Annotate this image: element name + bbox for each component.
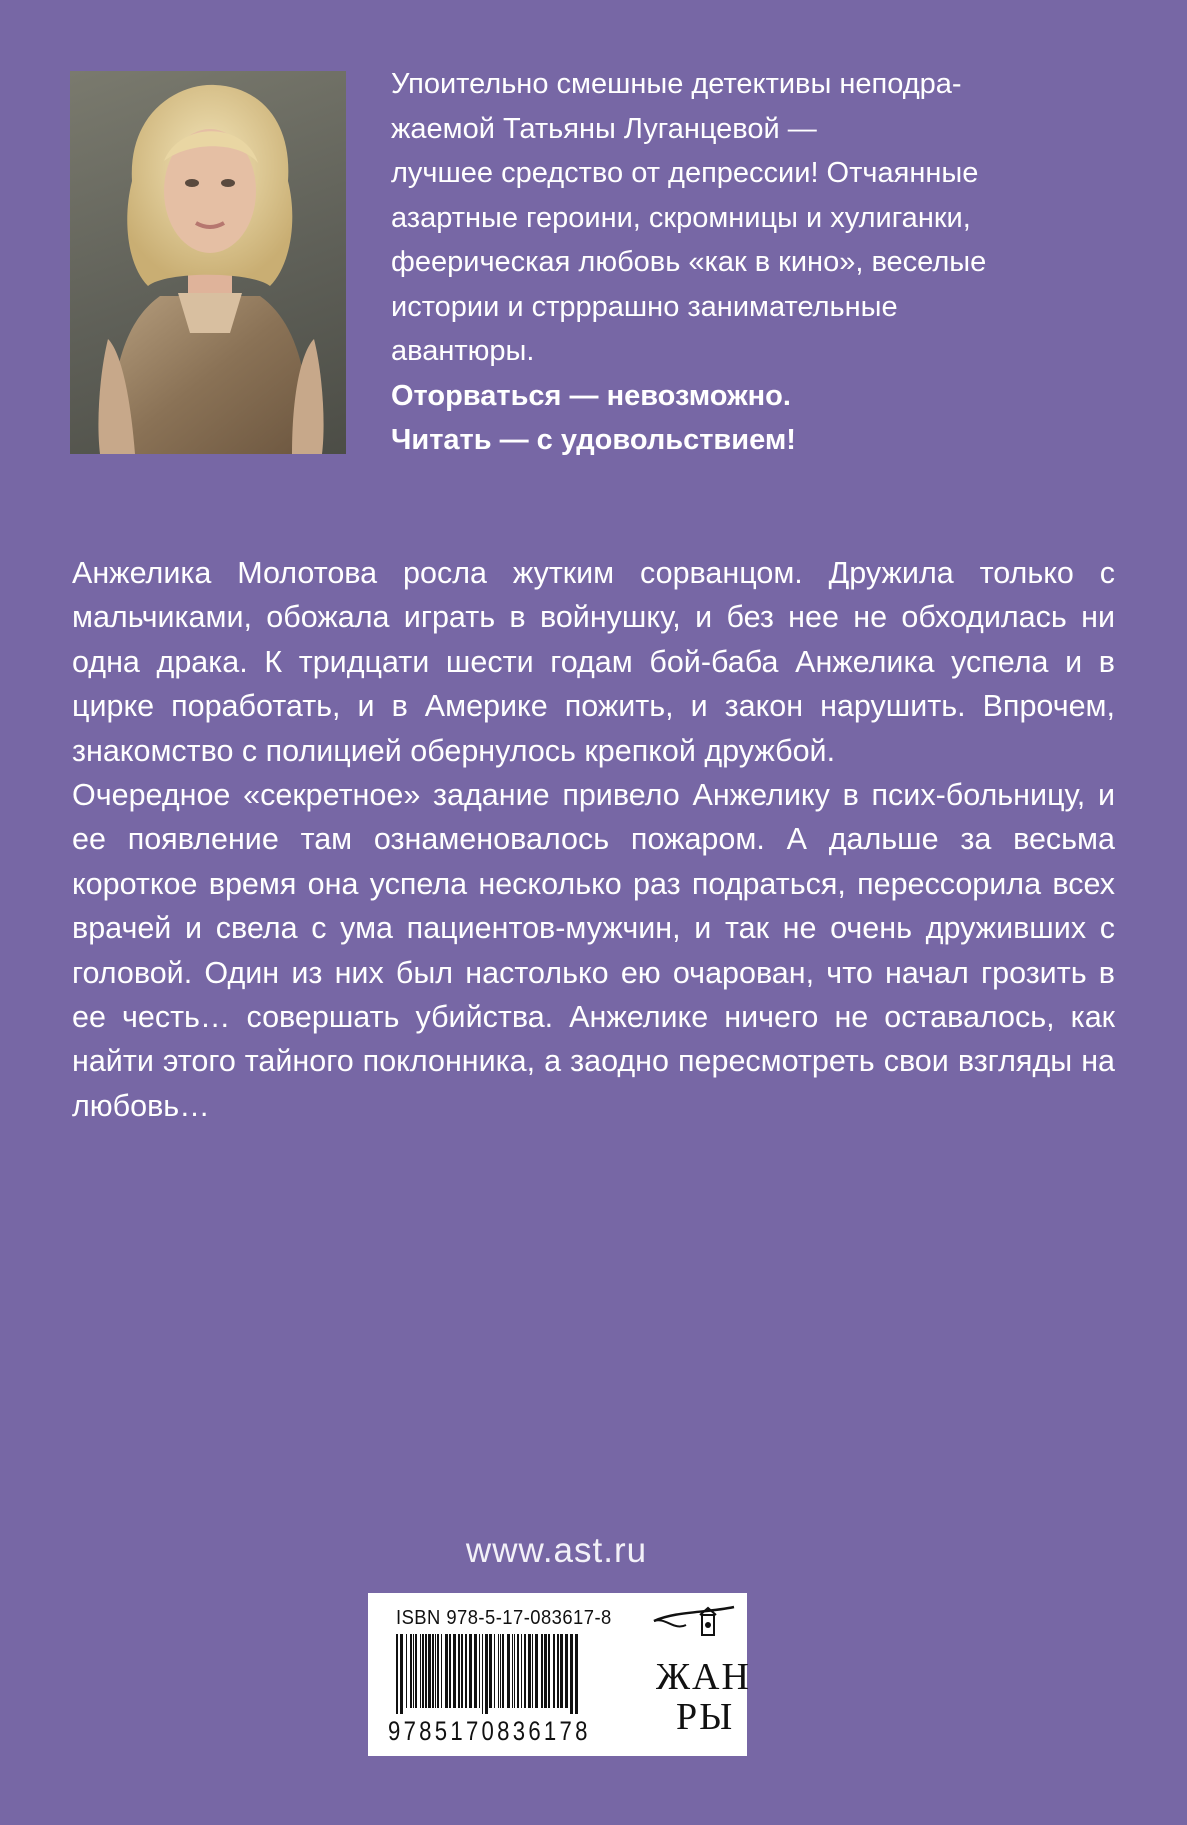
publisher-website: www.ast.ru — [465, 1531, 648, 1570]
blurb-line: жаемой Татьяны Луганцевой — — [391, 112, 817, 145]
barcode-bar — [441, 1634, 442, 1708]
description-paragraph: Очередное «секретное» задание привело Анжелику в псих-больницу, и ее появление там ознаменовалось пожаром. А дальше за весьма короткое время она успела несколько раз подраться, перессорила всех врачей и свела с ума пациентов-мужчин, и так не очень друживших с головой. Один из них был настолько ею очарован, что начал грозить в ее честь… совершать убийства. Анжелике ничего не оставалось, как найти этого тайного поклонника, а заодно пересмотреть свои взгляды на любовь… — [72, 778, 1115, 1123]
barcode-bars — [394, 1634, 639, 1714]
blurb-line: феерическая любовь «как в кино», веселые — [391, 246, 987, 278]
blurb-line: азартные героини, скромницы и хулиганки, — [391, 201, 971, 234]
barcode-bar — [500, 1634, 501, 1708]
barcode-bar — [507, 1634, 510, 1708]
barcode-bar — [435, 1634, 436, 1708]
barcode-bar — [425, 1634, 427, 1708]
barcode-bar — [465, 1634, 467, 1708]
barcode-bar — [437, 1634, 439, 1708]
barcode-bar — [432, 1634, 434, 1708]
barcode-bar — [474, 1634, 477, 1708]
barcode-bar — [514, 1634, 515, 1708]
barcode-bar — [544, 1634, 547, 1708]
barcode-bar — [575, 1634, 578, 1714]
blurb-line: истории и стрррашно занимательные — [391, 290, 898, 323]
description-paragraph: Анжелика Молотова росла жутким сорванцом. Дружила только с мальчиками, обожала играть в войнушку, и без нее не обходилась ни одна драка. К тридцати шести годам бой-баба Анжелика успела и в цирке поработать, и в Америке пожить, и закон нарушить. Впрочем, знакомство с полицией обернулось крепкой дружбой. — [72, 556, 1115, 768]
book-description — [72, 551, 1115, 1128]
barcode-bar — [420, 1634, 421, 1708]
barcode-bar — [532, 1634, 533, 1708]
publisher-logo — [646, 1601, 751, 1749]
barcode-bar — [548, 1634, 550, 1708]
barcode-bar — [498, 1634, 499, 1708]
blurb-tagline: Читать — с удовольствием! — [391, 424, 796, 456]
barcode-bar — [485, 1634, 488, 1714]
barcode-bar — [415, 1634, 417, 1708]
barcode-bar — [413, 1634, 414, 1708]
barcode-bar — [517, 1634, 519, 1708]
barcode-panel — [368, 1593, 751, 1756]
barcode-bar — [458, 1634, 460, 1708]
barcode-bar — [482, 1634, 483, 1714]
barcode-bar — [541, 1634, 543, 1708]
barcode-bar — [489, 1634, 492, 1708]
blurb-text — [391, 62, 1051, 463]
blurb-line: Упоительно смешные детективы неподра- — [391, 68, 962, 100]
isbn-label: ISBN 978-5-17-083617-8 — [396, 1607, 612, 1629]
barcode-bar — [422, 1634, 424, 1708]
barcode-bar — [494, 1634, 495, 1708]
barcode-bar — [570, 1634, 573, 1714]
barcode-bar — [528, 1634, 531, 1708]
logo-text-top: ЖАН — [656, 1656, 751, 1698]
barcode-bar — [557, 1634, 559, 1708]
barcode-bar — [469, 1634, 472, 1708]
ean-number: 9785170836178 — [388, 1716, 591, 1746]
author-photo — [70, 71, 346, 454]
barcode-bar — [553, 1634, 555, 1708]
barcode-bar — [406, 1634, 407, 1708]
barcode-bar — [565, 1634, 568, 1708]
barcode-bar — [428, 1634, 431, 1708]
blurb-tagline: Оторваться — невозможно. — [391, 379, 791, 412]
barcode-bar — [521, 1634, 522, 1708]
barcode-bar — [560, 1634, 563, 1708]
barcode-bar — [512, 1634, 513, 1708]
logo-text-bottom: РЫ — [676, 1696, 735, 1738]
barcode-bar — [502, 1634, 504, 1708]
barcode-bar — [453, 1634, 456, 1708]
barcode-bar — [535, 1634, 538, 1708]
barcode-bar — [410, 1634, 412, 1708]
barcode-bar — [449, 1634, 451, 1708]
barcode-bar — [524, 1634, 526, 1708]
barcode-bar — [445, 1634, 448, 1708]
blurb-line: лучшее средство от депрессии! Отчаянные — [391, 157, 979, 189]
barcode-bar — [479, 1634, 480, 1708]
barcode-bar — [400, 1634, 403, 1714]
blurb-line: авантюры. — [391, 335, 535, 367]
barcode-bar — [461, 1634, 463, 1708]
barcode-bar — [396, 1634, 398, 1714]
